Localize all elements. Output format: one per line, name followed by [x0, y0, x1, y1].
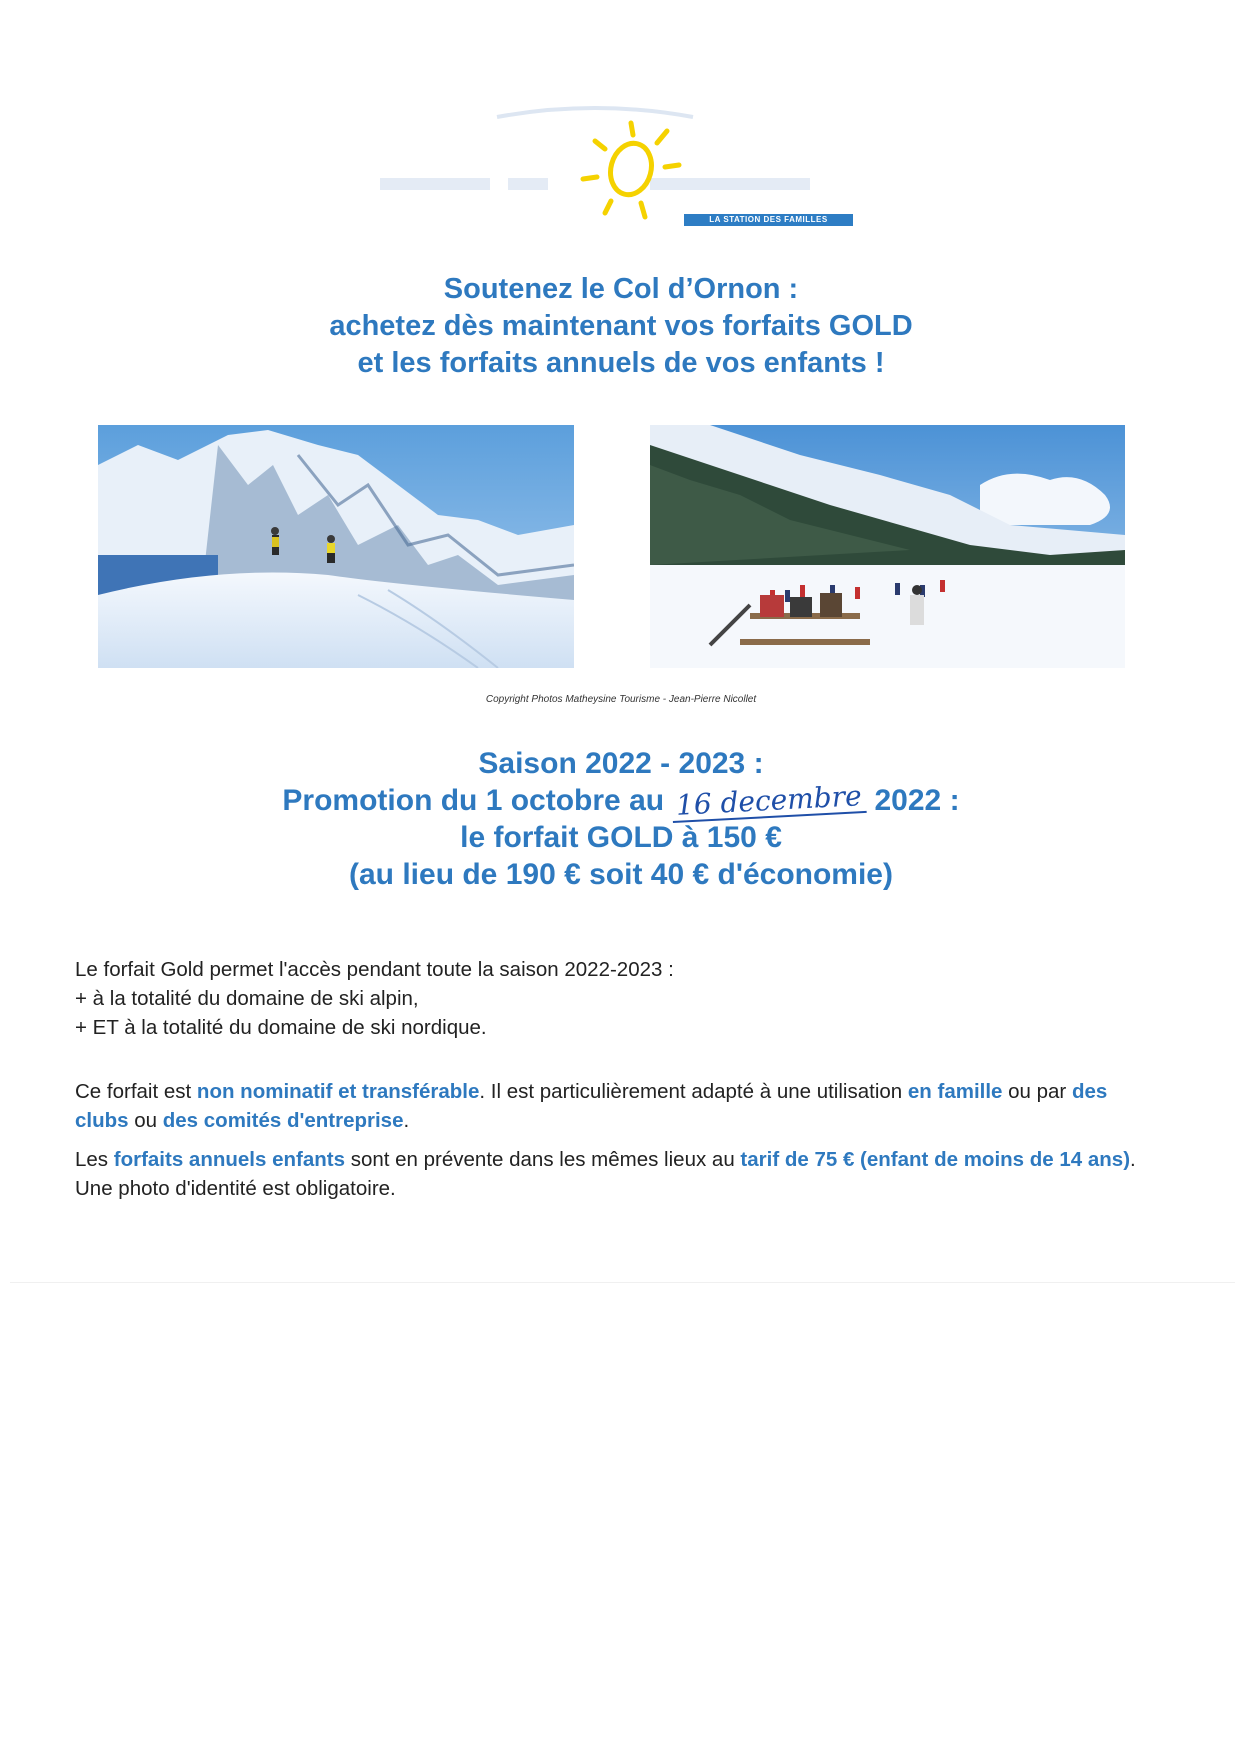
promo-line: Saison 2022 - 2023 :: [478, 747, 764, 780]
promo-line-prefix: Promotion du 1 octobre au: [282, 784, 665, 817]
title-line: achetez dès maintenant vos forfaits GOLD: [329, 310, 913, 342]
sun-icon: [575, 117, 685, 227]
pass-description: [75, 955, 1165, 1042]
text: ou par: [1002, 1080, 1072, 1103]
logo-faded-text: [508, 178, 548, 190]
highlight: en famille: [907, 1080, 1003, 1103]
logo-faded-text: [380, 178, 490, 190]
promo-line: (au lieu de 190 € soit 40 € d'économie): [349, 858, 893, 891]
handwritten-date: 16 decembre: [672, 781, 867, 823]
body-line: + à la totalité du domaine de ski alpin,: [75, 987, 419, 1010]
page-title: [0, 271, 1242, 382]
text: sont en prévente dans les mêmes lieux au: [345, 1148, 741, 1171]
text: . Une photo d'identité est obligatoire.: [75, 1148, 1136, 1200]
promo-date-line: [0, 779, 1242, 822]
text: . Il est particulièrement adapté à une utilisation: [479, 1080, 908, 1103]
mountain-ski-photo: [98, 425, 574, 668]
title-line: et les forfaits annuels de vos enfants !: [357, 347, 885, 379]
body-line: + ET à la totalité du domaine de ski nordique.: [75, 1016, 487, 1039]
highlight: des clubs: [75, 1080, 1108, 1132]
title-line: Soutenez le Col d’Ornon :: [443, 273, 799, 305]
ski-field-photo: [650, 425, 1125, 668]
body-line: Le forfait Gold permet l'accès pendant toute la saison 2022-2023 :: [75, 958, 674, 981]
text: .: [403, 1109, 410, 1132]
text: ou: [128, 1109, 163, 1132]
text: Les: [75, 1148, 114, 1171]
transfer-paragraph: [75, 1077, 1165, 1135]
highlight: non nominatif et transférable: [196, 1080, 480, 1103]
text: Ce forfait est: [75, 1080, 197, 1103]
highlight: forfaits annuels enfants: [113, 1148, 345, 1171]
promo-line: le forfait GOLD à 150 €: [460, 821, 782, 854]
scan-divider: [10, 1282, 1235, 1283]
photo-caption: Copyright Photos Matheysine Tourisme - Jean-Pierre Nicollet: [485, 694, 757, 705]
highlight: des comités d'entreprise: [162, 1109, 404, 1132]
logo-badge: LA STATION DES FAMILLES: [684, 214, 853, 226]
children-pass-paragraph: [75, 1145, 1165, 1203]
promo-line-suffix: 2022 :: [874, 784, 960, 817]
highlight: tarif de 75 € (enfant de moins de 14 ans): [740, 1148, 1131, 1171]
promo-heading: [0, 745, 1242, 893]
station-logo: [380, 95, 860, 235]
